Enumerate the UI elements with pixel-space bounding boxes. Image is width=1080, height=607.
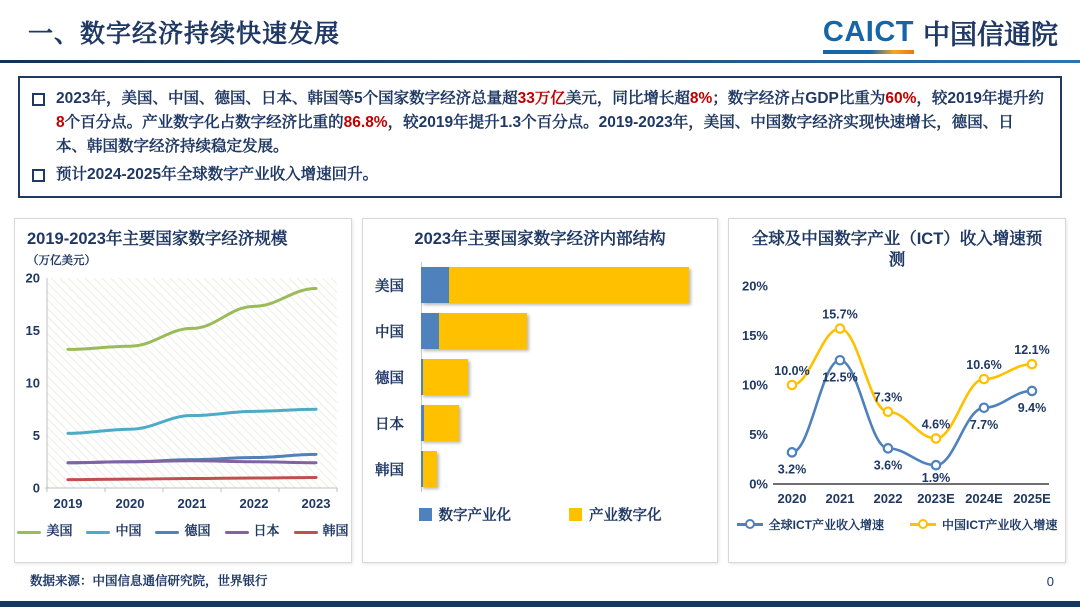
stacked-bar [421, 313, 527, 349]
caict-logo [823, 18, 1058, 54]
text-segment: 33万亿 [517, 90, 566, 107]
card-ict-forecast [728, 218, 1066, 563]
legend-item-korea: 韩国 [294, 520, 349, 539]
bar-row-0 [375, 262, 699, 308]
data-point-marker-global-ict [836, 356, 844, 364]
y-tick-label: 5 [32, 428, 40, 444]
bar-track [421, 405, 699, 441]
legend-label: 全球ICT产业收入增速 [768, 517, 884, 532]
legend-item-usa: 美国 [17, 520, 72, 539]
data-point-marker-global-ict [980, 403, 988, 411]
x-tick-label: 2022 [873, 490, 903, 506]
chart3-title: 全球及中国数字产业（ICT）收入增速预测 [751, 230, 1043, 270]
x-tick-label: 2021 [177, 496, 207, 512]
x-tick-label: 2022 [239, 496, 269, 512]
data-label-china-ict: 10.0% [774, 363, 810, 378]
text-segment: 8% [689, 90, 713, 107]
legend-line-marker-swatch [737, 523, 763, 526]
data-point-marker-global-ict [884, 444, 892, 452]
bar-track [421, 267, 699, 303]
data-label-global-ict: 12.5% [822, 370, 858, 385]
bar-segment-industry-digitalization [449, 267, 689, 303]
text-segment: 8 [56, 114, 65, 132]
chart2-legend [363, 504, 717, 525]
bar-segment-digital-industrialization [421, 267, 449, 303]
bar-track [421, 359, 699, 395]
y-tick-label: 0% [749, 476, 768, 492]
legend-line-swatch [17, 531, 41, 534]
bullet-item-2 [32, 163, 1044, 187]
x-tick-label: 2024E [965, 490, 1003, 506]
legend-line-swatch [294, 531, 318, 534]
text-segment: 86.8% [343, 114, 388, 132]
bullet-square-icon [32, 93, 45, 106]
x-tick-label: 2021 [825, 490, 855, 506]
bar-category-label: 美国 [375, 278, 404, 295]
data-label-china-ict: 7.3% [873, 390, 903, 405]
stacked-bar [421, 405, 459, 441]
data-label-china-ict: 15.7% [822, 307, 858, 322]
chart3-legend [729, 516, 1065, 533]
data-point-marker-china-ict [1028, 360, 1036, 368]
chart1-title: 2019-2023年主要国家数字经济规模 [27, 230, 288, 248]
chart1-legend [15, 520, 351, 539]
bar-segment-digital-industrialization [421, 313, 439, 349]
title-underline [0, 60, 1080, 63]
bar-category-label: 日本 [375, 416, 404, 433]
x-tick-label: 2023 [301, 496, 331, 512]
legend-square-swatch [419, 508, 432, 521]
legend-item-china: 中国 [86, 520, 141, 539]
chart1-unit-label: （万亿美元） [27, 255, 96, 268]
data-label-global-ict: 3.2% [777, 462, 807, 477]
x-tick-label: 2025E [1013, 490, 1051, 506]
legend-label: 中国ICT产业收入增速 [942, 517, 1058, 532]
bullet-square-icon [32, 169, 45, 182]
text-segment: 60% [885, 90, 917, 107]
y-tick-label: 15% [741, 327, 768, 343]
bar-category-label: 中国 [375, 324, 404, 341]
y-tick-label: 20 [25, 270, 40, 286]
data-label-global-ict: 9.4% [1017, 400, 1047, 415]
data-label-global-ict: 1.9% [921, 470, 951, 485]
card-digital-economy-scale [14, 218, 352, 563]
bar-row-2 [375, 354, 699, 400]
data-label-china-ict: 12.1% [1014, 343, 1050, 358]
legend-marker-circle [918, 519, 928, 529]
legend-line-marker-swatch [910, 523, 936, 526]
x-tick-label: 2020 [777, 490, 807, 506]
stacked-bar [421, 451, 437, 487]
legend-item-japan: 日本 [225, 520, 280, 539]
page-title: 一、数字经济持续快速发展 [28, 20, 341, 48]
bar-track [421, 313, 699, 349]
legend-square-swatch [569, 508, 582, 521]
stacked-bar [421, 267, 689, 303]
legend-item-global-ict [737, 516, 884, 533]
text-segment: 2023年，美国、中国、德国、日本、韩国等5个国家数字经济总量超 [56, 90, 518, 107]
legend-marker-circle [745, 519, 755, 529]
data-label-global-ict: 3.6% [873, 458, 903, 473]
text-segment: ，较2019年提升1.3个百分点。2019-2023年，美国、中国数字经济实现快速增长，德国、日本、韩国数字经济持续稳定发展。 [56, 114, 1014, 156]
bar-segment-industry-digitalization [424, 405, 459, 441]
text-segment: ；数字经济占GDP比重为 [712, 90, 886, 107]
data-point-marker-china-ict [884, 407, 892, 415]
legend-line-swatch [155, 531, 179, 534]
bullet-text-2: 预计2024-2025年全球数字产业收入增速回升。 [56, 166, 379, 184]
card-internal-structure [362, 218, 718, 563]
data-point-marker-china-ict [980, 375, 988, 383]
bar-row-4 [375, 446, 699, 492]
y-tick-label: 0 [32, 480, 40, 496]
y-tick-label: 5% [749, 426, 768, 442]
data-label-china-ict: 4.6% [921, 417, 951, 432]
logo-underline [823, 50, 914, 54]
logo-cn-text: 中国信通院 [923, 20, 1058, 51]
data-point-marker-global-ict [788, 448, 796, 456]
y-tick-label: 20% [741, 278, 768, 294]
text-segment: ，较2019年提升约 [916, 90, 1044, 107]
x-tick-label: 2019 [53, 496, 83, 512]
logo-caict-block [823, 18, 914, 54]
summary-box [18, 76, 1062, 198]
x-tick-label: 2023E [917, 490, 955, 506]
page-number: 0 [1046, 574, 1054, 589]
legend-line-swatch [225, 531, 249, 534]
y-tick-label: 15 [25, 323, 40, 339]
text-segment: 个百分点。产业数字化占数字经济比重的 [64, 114, 344, 132]
scale-line-chart [17, 270, 349, 520]
logo-caict-text: CAICT [822, 16, 914, 48]
data-point-marker-global-ict [932, 461, 940, 469]
bar-track [421, 451, 699, 487]
stacked-bar [421, 359, 468, 395]
forecast-line-chart [731, 274, 1063, 514]
bar-row-3 [375, 400, 699, 446]
data-label-china-ict: 10.6% [966, 357, 1002, 372]
data-label-global-ict: 7.7% [969, 417, 999, 432]
bar-category-label: 德国 [375, 370, 404, 387]
legend-item-industry-digitalization: 产业数字化 [569, 504, 662, 525]
bar-segment-industry-digitalization [423, 451, 437, 487]
chart2-title: 2023年主要国家数字经济内部结构 [414, 230, 666, 248]
text-segment: 美元，同比增长超 [565, 90, 690, 107]
legend-line-swatch [86, 531, 110, 534]
bullet-item-1 [32, 87, 1044, 159]
bar-segment-industry-digitalization [439, 313, 527, 349]
line-series-korea [68, 478, 316, 480]
bullet-text-1 [56, 87, 1044, 159]
data-point-marker-china-ict [788, 381, 796, 389]
legend-item-germany: 德国 [155, 520, 210, 539]
bottom-accent-bar [0, 601, 1080, 607]
legend-item-digital-industrialization: 数字产业化 [419, 504, 512, 525]
bar-row-1 [375, 308, 699, 354]
data-source-note: 数据来源：中国信息通信研究院，世界银行 [30, 574, 268, 588]
data-point-marker-china-ict [836, 324, 844, 332]
bar-category-label: 韩国 [375, 462, 404, 479]
data-point-marker-global-ict [1028, 387, 1036, 395]
y-tick-label: 10 [25, 375, 40, 391]
structure-bar-chart [375, 262, 699, 492]
x-tick-label: 2020 [115, 496, 145, 512]
bar-segment-industry-digitalization [423, 359, 468, 395]
data-point-marker-china-ict [932, 434, 940, 442]
y-tick-label: 10% [741, 377, 768, 393]
legend-item-china-ict [910, 516, 1057, 533]
